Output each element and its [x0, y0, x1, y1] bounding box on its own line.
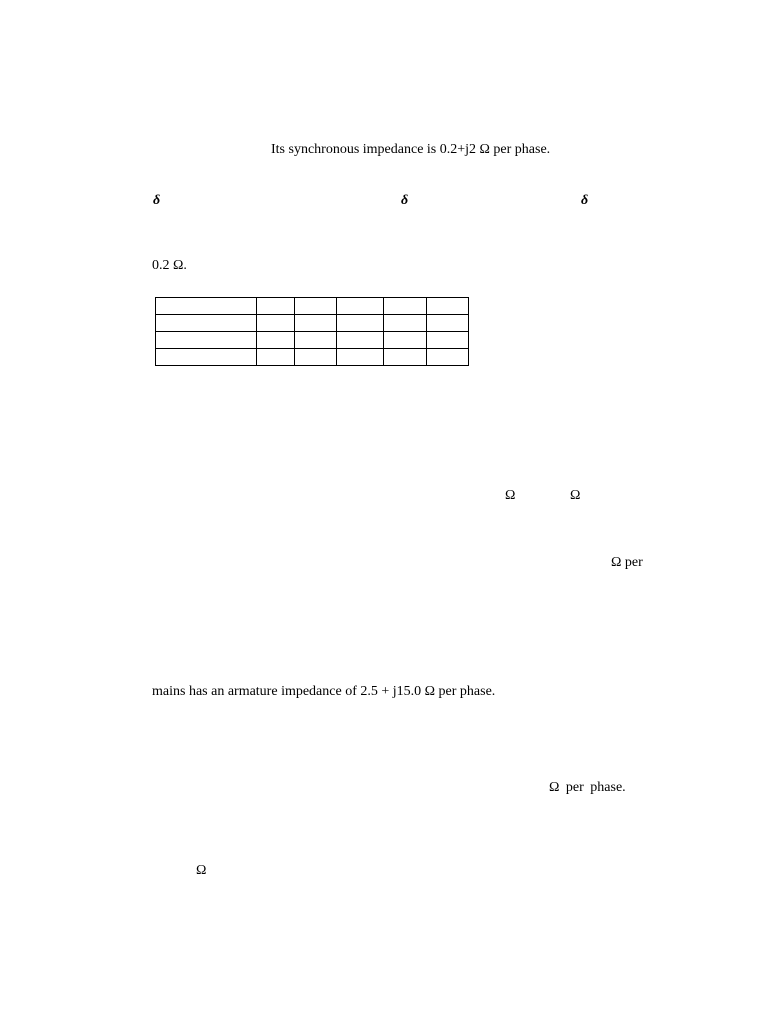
- table-cell: [427, 315, 469, 332]
- per-phase-text: Ω per phase.: [549, 780, 626, 795]
- table-cell: [384, 315, 427, 332]
- table-cell: [427, 332, 469, 349]
- table-cell: [337, 315, 384, 332]
- table-cell: [156, 332, 257, 349]
- table-cell: [257, 332, 295, 349]
- table-cell: [337, 298, 384, 315]
- delta-symbol-1: δ: [153, 193, 161, 208]
- omega-symbol-1: Ω: [505, 488, 516, 503]
- table-cell: [295, 298, 337, 315]
- table-cell: [427, 349, 469, 366]
- table-cell: [295, 332, 337, 349]
- table-cell: [257, 349, 295, 366]
- table-cell: [295, 315, 337, 332]
- table-row: [156, 298, 469, 315]
- resistance-value-text: 0.2 Ω.: [152, 258, 187, 273]
- table-row: [156, 315, 469, 332]
- table-cell: [337, 349, 384, 366]
- table-cell: [295, 349, 337, 366]
- table-cell: [257, 315, 295, 332]
- table-cell: [384, 332, 427, 349]
- table-cell: [257, 298, 295, 315]
- omega-symbol-2: Ω: [570, 488, 581, 503]
- table-cell: [156, 298, 257, 315]
- table-row: [156, 349, 469, 366]
- delta-symbol-3: δ: [581, 193, 589, 208]
- omega-per-text: Ω per: [611, 555, 643, 570]
- empty-data-table: [155, 297, 469, 366]
- synchronous-impedance-text: Its synchronous impedance is 0.2+j2 Ω per phase.: [271, 142, 551, 157]
- armature-impedance-text: mains has an armature impedance of 2.5 + j15.0 Ω per phase.: [152, 684, 496, 699]
- table-cell: [156, 349, 257, 366]
- table-cell: [337, 332, 384, 349]
- table-cell: [427, 298, 469, 315]
- table-cell: [384, 298, 427, 315]
- table-row: [156, 332, 469, 349]
- delta-symbol-2: δ: [401, 193, 409, 208]
- omega-symbol-3: Ω: [196, 863, 207, 878]
- table-cell: [156, 315, 257, 332]
- table-cell: [384, 349, 427, 366]
